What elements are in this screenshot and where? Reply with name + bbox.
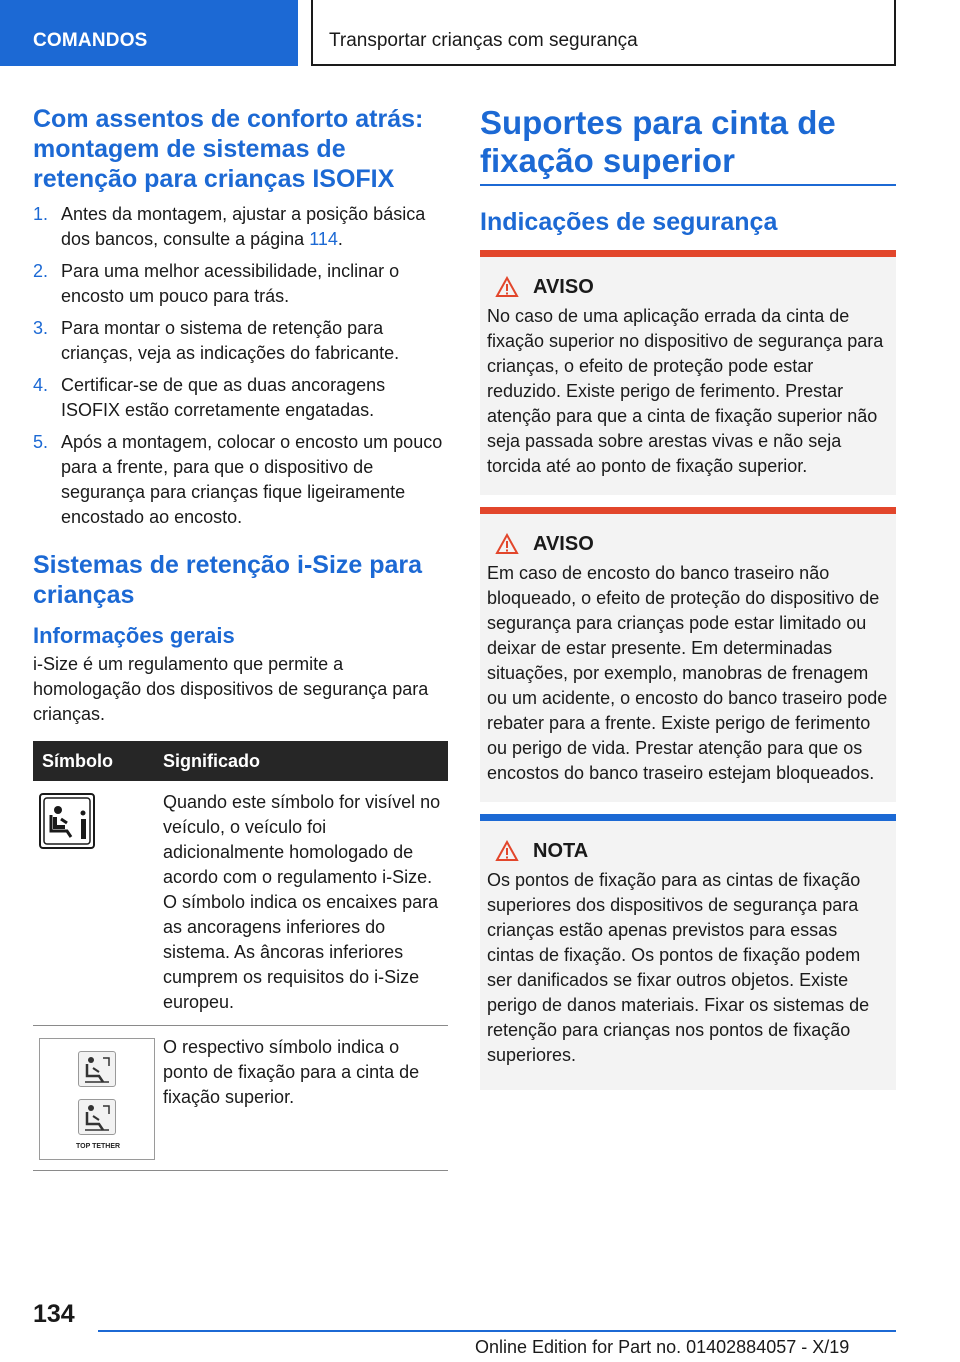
symbol-cell — [33, 789, 151, 1015]
step-item — [33, 430, 448, 530]
meaning-cell: Quando este símbolo for visível no veículo, o veículo foi adicionalmente homologado de acordo com o regulamento i-Size. O símbolo indica os encaixes para as ancoragens inferiores do sistema. As âncoras inferiores cumprem os requisitos do i-Size europeu. — [163, 792, 441, 1012]
page-link[interactable]: 114 — [309, 229, 338, 249]
table-row — [33, 781, 448, 1026]
safety-heading: Indicações de segurança — [480, 208, 778, 236]
table-row — [33, 1026, 448, 1171]
symbol-table — [33, 741, 448, 1171]
top-tether-icon — [78, 1099, 116, 1135]
top-tether-figure — [39, 1038, 155, 1160]
step-number: 2. — [33, 261, 49, 281]
meaning-cell: O respectivo símbolo indica o ponto de fixação para a cinta de fixação superior. — [163, 1037, 420, 1107]
section-tab[interactable]: COMANDOS — [0, 0, 298, 66]
warning-text: No caso de uma aplicação errada da cinta de fixação superior no dispositivo de segurança para crianças, o efeito de proteção pode estar reduzido. Existe perigo de ferimento. Prestar atenção para que a cinta de fixação superior não seja passada sobre arestas vivas e não seja torcida até ao ponto de fixação superior. — [487, 306, 884, 476]
step-text: Certificar-se de que as duas ancoragens ISOFIX estão corretamente engatadas. — [61, 375, 386, 420]
step-item — [33, 373, 448, 423]
step-number: 5. — [33, 432, 49, 452]
step-item — [33, 259, 448, 309]
general-info-text: i-Size é um regulamento que permite a homologação dos dispositivos de segurança para crianças. — [33, 654, 429, 724]
table-header — [33, 741, 448, 781]
step-number: 3. — [33, 318, 49, 338]
symbol-cell — [33, 1034, 151, 1160]
warning-title — [495, 531, 889, 557]
top-tether-icon — [78, 1051, 116, 1087]
step-text: Para montar o sistema de retenção para crianças, veja as indicações do fabricante. — [61, 318, 400, 363]
warning-box — [480, 250, 896, 495]
step-text: Antes da montagem, ajustar a posição básica dos bancos, consulte a página — [61, 204, 426, 249]
chapter-title: Transportar crianças com segurança — [311, 0, 896, 66]
warning-title-text: AVISO — [533, 276, 594, 298]
note-bar — [480, 814, 896, 821]
note-text: Os pontos de fixação para as cintas de fixação superiores dos dispositivos de segurança para crianças estão apenas previstos para essas cintas de fixação. Os pontos de fixação podem ser danificados se fixar outros objetos. Existe perigo de danos materiais. Fixar os sistemas de retenção para crianças nos pontos de fixação superiores. — [487, 870, 870, 1065]
column-header-meaning: Significado — [163, 750, 261, 771]
isofix-child-seat-icon — [39, 793, 95, 849]
warning-bar — [480, 507, 896, 514]
note-title — [495, 838, 889, 864]
note-title-text: NOTA — [533, 840, 589, 862]
general-info-heading: Informações gerais — [33, 623, 235, 648]
warning-box — [480, 507, 896, 802]
warning-title — [495, 274, 889, 300]
step-number: 4. — [33, 375, 49, 395]
step-text: Para uma melhor acessibilidade, inclinar o encosto um pouco para trás. — [61, 261, 400, 306]
warning-bar — [480, 250, 896, 257]
steps-list — [33, 202, 448, 530]
step-number: 1. — [33, 204, 49, 224]
warning-text: Em caso de encosto do banco traseiro não bloqueado, o efeito de proteção do dispositivo de segurança para crianças pode estar limitado ou deixar de estar presente. Em determinadas situações, por exemplo, manobras de frenagem ou um acidente, o encosto do banco traseiro pode rebater para a frente. Existe perigo de ferimento ou perigo de vida. Prestar atenção para que os encostos do banco traseiro estejam bloqueados. — [487, 563, 888, 783]
column-header-symbol: Símbolo — [42, 750, 113, 771]
main-heading: Suportes para cinta de fixação superior — [480, 104, 896, 186]
isize-heading: Sistemas de retenção i-Size para crianças — [33, 551, 423, 609]
step-suffix: . — [337, 229, 343, 249]
warning-title-text: AVISO — [533, 533, 594, 555]
left-column — [33, 104, 448, 1171]
step-text: Após a montagem, colocar o encosto um pouco para a frente, para que o dispositivo de segurança para crianças fique ligeiramente encostado ao encosto. — [61, 432, 443, 527]
step-item — [33, 316, 448, 366]
right-column — [480, 104, 896, 1090]
footer-divider — [98, 1330, 896, 1332]
warning-triangle-icon — [495, 840, 519, 862]
isofix-heading: Com assentos de conforto atrás: montagem de sistemas de retenção para crianças ISOFIX — [33, 105, 424, 193]
edition-footer: Online Edition for Part no. 01402884057 - X/19 — [475, 1337, 850, 1357]
page-number: 134 — [33, 1300, 75, 1328]
warning-triangle-icon — [495, 276, 519, 298]
top-tether-label: TOP TETHER — [76, 1143, 121, 1150]
warning-triangle-icon — [495, 533, 519, 555]
note-box — [480, 814, 896, 1090]
step-item — [33, 202, 448, 252]
